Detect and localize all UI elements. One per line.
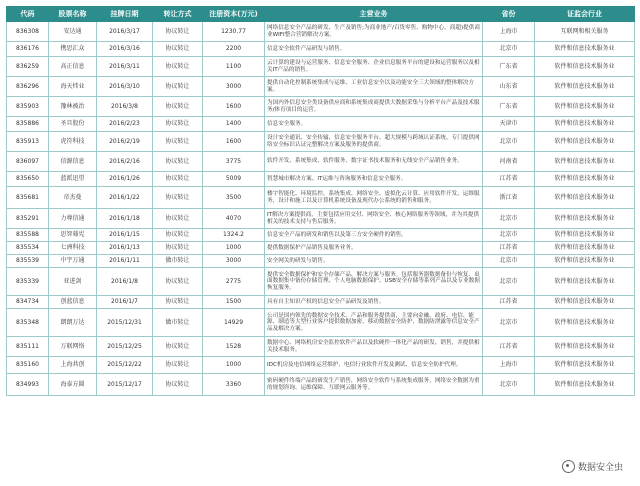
cell-province: 北京市 (483, 132, 535, 152)
table-row (7, 255, 635, 268)
wechat-icon (562, 460, 575, 473)
cell-name: 力尊信通 (49, 209, 97, 229)
cell-capital: 3000 (203, 255, 265, 268)
cell-industry: 软件和信息技术服务业 (535, 42, 635, 57)
cell-mode: 协议转让 (153, 229, 203, 242)
cell-business: IT解决方案提供商，主要包括应用交付、网络安全、核心网络服务等领域，并为其提供相关的技术支持与售后服务。 (265, 209, 483, 229)
header-code: 代码 (7, 7, 49, 22)
cell-industry: 软件和信息技术服务业 (535, 172, 635, 187)
cell-date: 2016/3/10 (97, 77, 153, 97)
header-date: 挂牌日期 (97, 7, 153, 22)
cell-mode: 协议转让 (153, 337, 203, 357)
cell-industry: 软件和信息技术服务业 (535, 255, 635, 268)
cell-capital: 1528 (203, 337, 265, 357)
cell-business: 为国内外信息安全类设备供应商和系统集成商提供大数据采集与分析平台产品及技术服务/体育项目的运营。 (265, 97, 483, 117)
table-row (7, 296, 635, 309)
cell-capital: 1000 (203, 242, 265, 255)
cell-mode: 协议转让 (153, 152, 203, 172)
cell-date: 2016/2/16 (97, 152, 153, 172)
cell-code: 836259 (7, 57, 49, 77)
cell-name: 海泰方圆 (49, 374, 97, 396)
cell-code: 835588 (7, 229, 49, 242)
table-row (7, 97, 635, 117)
cell-code: 835160 (7, 357, 49, 374)
watermark (559, 459, 626, 474)
cell-business: 智慧城市解决方案、IT运维与咨询服务和信息安全服务。 (265, 172, 483, 187)
cell-date: 2016/1/8 (97, 268, 153, 296)
cell-province: 北京市 (483, 229, 535, 242)
cell-mode: 协议转让 (153, 268, 203, 296)
cell-mode: 协议转让 (153, 187, 203, 209)
cell-province: 北京市 (483, 209, 535, 229)
cell-capital: 1500 (203, 296, 265, 309)
table-row (7, 172, 635, 187)
cell-business: 密码硬件终端产品的研发生产销售，网络安全软件与系统集成服务，网络安全数据为重的规划咨询、运维保障、互联网云服务等。 (265, 374, 483, 396)
cell-province: 上海市 (483, 357, 535, 374)
cell-mode: 协议转让 (153, 77, 203, 97)
cell-province: 上海市 (483, 22, 535, 42)
cell-name: 虎符科技 (49, 132, 97, 152)
table-header-row (7, 7, 635, 22)
cell-industry: 互联网和相关服务 (535, 22, 635, 42)
header-name: 股票名称 (49, 7, 97, 22)
table-row (7, 132, 635, 152)
cell-province: 北京市 (483, 268, 535, 296)
cell-code: 835913 (7, 132, 49, 152)
header-mode: 转让方式 (153, 7, 203, 22)
cell-mode: 做市转让 (153, 309, 203, 337)
header-industry: 证监会行业 (535, 7, 635, 22)
cell-code: 835650 (7, 172, 49, 187)
cell-business: 公司是国内领先的数据安全技术、产品和服务提供商，主要向金融、政府、电信、能源、制造等大型行业客户提供数据加密、移动数据安全防护、数据防泄露等信息安全产品及解决方案。 (265, 309, 483, 337)
cell-industry: 软件和信息技术服务业 (535, 374, 635, 396)
cell-date: 2016/1/22 (97, 187, 153, 209)
cell-business: 信息安全产品的研发和销售以及第三方安全硬件的销售。 (265, 229, 483, 242)
table-row (7, 374, 635, 396)
cell-mode: 协议转让 (153, 172, 203, 187)
cell-business: 楼宇智能化、环境监控、系统集成、网络安全、虚拟化云计算、应用软件开发、运维服务，设计和施工以及计算机系统设备及现代办公系统的销售和服务。 (265, 187, 483, 209)
cell-date: 2015/12/25 (97, 337, 153, 357)
cell-name: 高正信息 (49, 57, 97, 77)
cell-business: 提供安全数据保护和安全存储产品、解决方案与服务。包括服务器数据备份与恢复、桌面数据集中备份存储管理、个人电脑数据保护、USB安全存储等系列产品以及专业数据恢复服务。 (265, 268, 483, 296)
cell-mode: 协议转让 (153, 117, 203, 132)
table-row (7, 268, 635, 296)
cell-industry: 软件和信息技术服务业 (535, 242, 635, 255)
cell-industry: 软件和信息技术服务业 (535, 57, 635, 77)
cell-business: IDC机房及电信网络运营维护、电信行业软件开发及测试、信息安全防护代理。 (265, 357, 483, 374)
cell-code: 834734 (7, 296, 49, 309)
cell-code: 835111 (7, 337, 49, 357)
cell-mode: 协议转让 (153, 374, 203, 396)
cell-code: 835291 (7, 209, 49, 229)
cell-mode: 协议转让 (153, 296, 203, 309)
cell-industry: 软件和信息技术服务业 (535, 97, 635, 117)
cell-province: 江苏省 (483, 242, 535, 255)
cell-name: 上海共创 (49, 357, 97, 374)
cell-capital: 3775 (203, 152, 265, 172)
cell-capital: 1600 (203, 97, 265, 117)
cell-date: 2016/1/18 (97, 209, 153, 229)
cell-industry: 软件和信息技术服务业 (535, 187, 635, 209)
cell-province: 江苏省 (483, 172, 535, 187)
cell-date: 2016/1/13 (97, 242, 153, 255)
cell-business: 云计算的建设与运营服务、信息安全服务、企业信息服务平台的建设和运营服务以及相关IT产品的销售。 (265, 57, 483, 77)
cell-name: 中宇万通 (49, 255, 97, 268)
cell-business: 提供自动化控制系统集成与运维、工业信息安全以及功能安全三大领域的整体解决方案。 (265, 77, 483, 97)
cell-name: 亚进剑 (49, 268, 97, 296)
cell-name: 豫林被治 (49, 97, 97, 117)
cell-code: 835348 (7, 309, 49, 337)
cell-province: 北京市 (483, 374, 535, 396)
header-business: 主营业务 (265, 7, 483, 22)
cell-name: 七洲科技 (49, 242, 97, 255)
cell-date: 2016/3/8 (97, 97, 153, 117)
cell-province: 北京市 (483, 309, 535, 337)
cell-capital: 3500 (203, 187, 265, 209)
cell-industry: 软件和信息技术服务业 (535, 77, 635, 97)
cell-business: 安全网关的研发与销售。 (265, 255, 483, 268)
cell-province: 广东省 (483, 57, 535, 77)
cell-name: 安达通 (49, 22, 97, 42)
cell-business: 信息安全软件产品研发与销售。 (265, 42, 483, 57)
cell-date: 2016/1/11 (97, 255, 153, 268)
cell-capital: 1000 (203, 357, 265, 374)
cell-capital: 3360 (203, 374, 265, 396)
cell-code: 834993 (7, 374, 49, 396)
cell-code: 835339 (7, 268, 49, 296)
cell-province: 天津市 (483, 117, 535, 132)
cell-code: 835903 (7, 97, 49, 117)
table-row (7, 77, 635, 97)
cell-capital: 4070 (203, 209, 265, 229)
cell-code: 835534 (7, 242, 49, 255)
table-row (7, 337, 635, 357)
cell-date: 2015/12/31 (97, 309, 153, 337)
cell-capital: 2200 (203, 42, 265, 57)
table-body (7, 22, 635, 396)
cell-name: 海天炜业 (49, 77, 97, 97)
cell-name: 圣旦股份 (49, 117, 97, 132)
cell-business: 数据中心、网络机房安全监控软件产品以及软硬件一体化产品的研发、销售，并提供相关技术服务。 (265, 337, 483, 357)
cell-mode: 协议转让 (153, 209, 203, 229)
cell-business: 网络信息安全产品的研发、生产及销售;为商业地产/百货零售、购物中心、商超)提供商业WIFI整合营销解决方案。 (265, 22, 483, 42)
cell-date: 2016/1/15 (97, 229, 153, 242)
cell-name: 携思汇众 (49, 42, 97, 57)
cell-capital: 1600 (203, 132, 265, 152)
cell-province: 北京市 (483, 255, 535, 268)
table-row (7, 187, 635, 209)
table-row (7, 57, 635, 77)
cell-province: 浙江省 (483, 187, 535, 209)
cell-industry: 软件和信息技术服务业 (535, 309, 635, 337)
cell-date: 2015/12/22 (97, 357, 153, 374)
cell-province: 河南省 (483, 152, 535, 172)
cell-code: 836308 (7, 22, 49, 42)
cell-capital: 1230.77 (203, 22, 265, 42)
cell-industry: 软件和信息技术服务业 (535, 296, 635, 309)
cell-code: 836097 (7, 152, 49, 172)
cell-mode: 协议转让 (153, 357, 203, 374)
cell-capital: 1324.2 (203, 229, 265, 242)
cell-name: 信源信息 (49, 152, 97, 172)
cell-mode: 做市转让 (153, 255, 203, 268)
cell-date: 2016/3/17 (97, 22, 153, 42)
cell-code: 835886 (7, 117, 49, 132)
header-province: 省份 (483, 7, 535, 22)
table-row (7, 152, 635, 172)
cell-industry: 软件和信息技术服务业 (535, 337, 635, 357)
table-row (7, 42, 635, 57)
table-row (7, 357, 635, 374)
cell-code: 836176 (7, 42, 49, 57)
watermark-text: 数据安全虫 (577, 463, 623, 473)
cell-capital: 1400 (203, 117, 265, 132)
cell-mode: 协议转让 (153, 42, 203, 57)
cell-province: 广东省 (483, 97, 535, 117)
cell-name: 创蓝信息 (49, 296, 97, 309)
cell-business: 软件开发、系统集成、软件服务、数字证书技术服务和无线安全产品销售业务。 (265, 152, 483, 172)
cell-name: 思智蓦宪 (49, 229, 97, 242)
cell-province: 江苏省 (483, 337, 535, 357)
table-row (7, 209, 635, 229)
table-row (7, 22, 635, 42)
cell-date: 2016/3/11 (97, 57, 153, 77)
cell-code: 836296 (7, 77, 49, 97)
cell-mode: 协议转让 (153, 97, 203, 117)
cell-business: 具有自主知识产权的信息安全产品研发及销售。 (265, 296, 483, 309)
cell-name: 帝杰曼 (49, 187, 97, 209)
cell-industry: 软件和信息技术服务业 (535, 209, 635, 229)
cell-code: 835539 (7, 255, 49, 268)
cell-date: 2016/2/19 (97, 132, 153, 152)
cell-industry: 软件和信息技术服务业 (535, 268, 635, 296)
cell-capital: 2775 (203, 268, 265, 296)
cell-industry: 软件和信息技术服务业 (535, 117, 635, 132)
cell-province: 江苏省 (483, 296, 535, 309)
cell-date: 2015/12/17 (97, 374, 153, 396)
cell-mode: 协议转让 (153, 242, 203, 255)
cell-date: 2016/1/7 (97, 296, 153, 309)
cell-date: 2016/3/16 (97, 42, 153, 57)
cell-capital: 1100 (203, 57, 265, 77)
cell-capital: 3000 (203, 77, 265, 97)
table-row (7, 117, 635, 132)
cell-province: 北京市 (483, 42, 535, 57)
cell-date: 2016/1/26 (97, 172, 153, 187)
cell-name: 万联网络 (49, 337, 97, 357)
cell-industry: 软件和信息技术服务业 (535, 132, 635, 152)
ipo-table (6, 6, 635, 396)
cell-business: 提供数据保护产品销售及服务业务。 (265, 242, 483, 255)
cell-code: 835681 (7, 187, 49, 209)
cell-name: 朗朗万达 (49, 309, 97, 337)
cell-industry: 软件和信息技术服务业 (535, 229, 635, 242)
cell-name: 蓝派迅望 (49, 172, 97, 187)
cell-province: 山东省 (483, 77, 535, 97)
cell-business: 设计安全通讯、安全传输、信息安全服务平台、超大规模与跨域认证系统、专门提供网络安全标识认证完整解决方案及服务的提供商。 (265, 132, 483, 152)
table-row (7, 242, 635, 255)
cell-capital: 14929 (203, 309, 265, 337)
cell-mode: 协议转让 (153, 57, 203, 77)
table-row (7, 229, 635, 242)
table-row (7, 309, 635, 337)
header-capital: 注册资本(万元) (203, 7, 265, 22)
cell-industry: 软件和信息技术服务业 (535, 152, 635, 172)
cell-business: 信息安全服务。 (265, 117, 483, 132)
cell-mode: 协议转让 (153, 22, 203, 42)
cell-date: 2016/2/23 (97, 117, 153, 132)
cell-mode: 协议转让 (153, 132, 203, 152)
cell-industry: 软件和信息技术服务业 (535, 357, 635, 374)
cell-capital: 5009 (203, 172, 265, 187)
